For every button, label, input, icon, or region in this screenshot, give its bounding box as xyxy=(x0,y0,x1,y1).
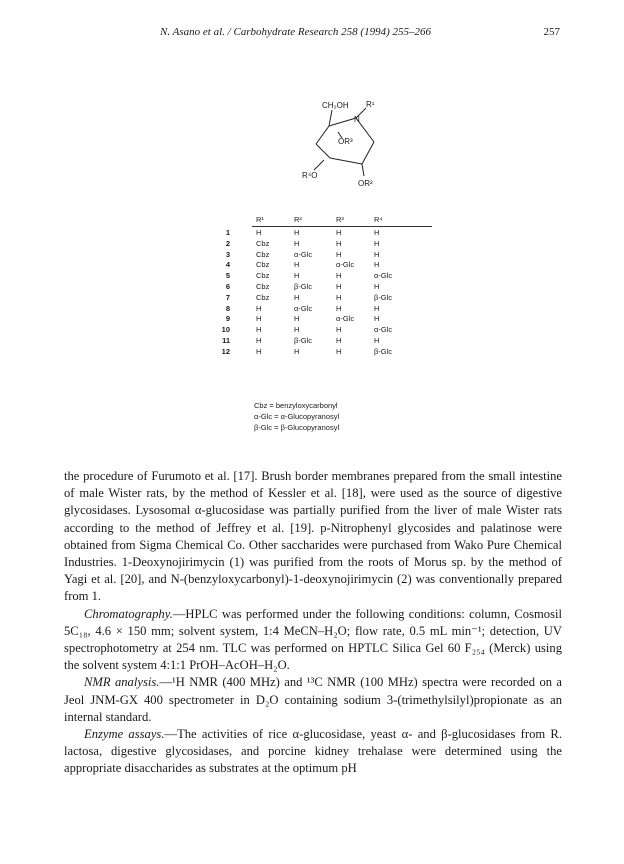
heading-chromatography: Chromatography. xyxy=(84,606,173,621)
paragraph-enzyme-assays xyxy=(64,726,562,778)
substituent-cell: H xyxy=(256,325,262,335)
chemical-structure xyxy=(294,98,414,188)
table-row xyxy=(225,227,432,238)
compound-number: 2 xyxy=(225,238,230,248)
compound-number: 7 xyxy=(225,292,230,302)
substituent-cell: Cbz xyxy=(256,238,270,248)
table-row xyxy=(221,324,432,335)
substituent-cell: H xyxy=(374,238,380,248)
substituent-cell: Cbz xyxy=(256,292,270,302)
label-r4o: R⁴O xyxy=(302,171,318,180)
substituent-cell: β-Glc xyxy=(294,335,313,345)
substituent-cell: β-Glc xyxy=(374,292,393,302)
substituent-cell: H xyxy=(374,281,380,291)
substituent-cell: α-Glc xyxy=(294,303,313,313)
substituent-cell: β-Glc xyxy=(374,346,393,356)
text-chromatography: —HPLC was performed under the following conditions: column, Cosmosil 5C₁₈, 4.6 × 150 mm; solvent system, 1:4 MeCN–H₂O; flow rate, 0.5 mL min⁻¹; detection, UV spectrophotometry at 254 nm. TLC was performed on HPTLC Silica Gel 60 F₂₅₄ (Merck) using the solvent system 4:1:1 PrOH–AcOH–H₂O. xyxy=(64,606,562,673)
label-ch2oh: CH₂OH xyxy=(322,101,349,110)
substituent-cell: H xyxy=(374,249,380,259)
substituent-cell: Cbz xyxy=(256,260,270,270)
label-r1: R¹ xyxy=(366,100,375,109)
table-row xyxy=(225,238,432,249)
substituent-cell: H xyxy=(336,325,342,335)
substituent-cell: H xyxy=(336,281,342,291)
table-row xyxy=(221,346,432,357)
substituent-cell: Cbz xyxy=(256,271,270,281)
substituent-cell: H xyxy=(256,303,262,313)
label-or3: OR³ xyxy=(338,137,353,146)
substituent-cell: H xyxy=(294,325,300,335)
label-n: N xyxy=(354,115,360,124)
substituent-cell: α-Glc xyxy=(374,271,393,281)
compound-number: 5 xyxy=(225,271,230,281)
substituent-cell: H xyxy=(336,238,342,248)
substituent-cell: H xyxy=(294,228,300,237)
substituent-cell: H xyxy=(256,335,262,345)
text-nmr: —¹H NMR (400 MHz) and ¹³C NMR (100 MHz) spectra were recorded on a Jeol JNM-GX 400 spectrometer in D₂O containing sodium 3-(trimethylsilyl)propionate as an internal standard. xyxy=(64,675,563,724)
compound-number: 4 xyxy=(225,260,230,270)
compound-number: 12 xyxy=(221,346,230,356)
substituent-cell: H xyxy=(294,238,300,248)
substituent-cell: H xyxy=(374,260,380,270)
running-title: N. Asano et al. / Carbohydrate Research 258 (1994) 255–266 xyxy=(160,26,432,38)
compound-number: 11 xyxy=(222,335,230,345)
substituent-cell: H xyxy=(336,249,342,259)
substituent-cell: H xyxy=(336,228,342,237)
column-header-r3: R³ xyxy=(336,215,344,224)
substituent-cell: H xyxy=(256,346,262,356)
substituent-cell: H xyxy=(336,335,342,345)
table-header xyxy=(252,212,432,227)
paragraph-chromatography xyxy=(64,606,562,675)
compound-number: 10 xyxy=(221,325,230,335)
paragraph-materials: the procedure of Furumoto et al. [17]. Brush border membranes prepared from the small intestine of male Wister rats, by the method of Kessler et al. [18], were used as the source of digestive glycosidases. Lysosomal α-glucosidase was partially purified from the liver of male Wister rats according to the method of Jeffrey et al. [19]. p-Nitrophenyl glycosides and palatinose were obtained from Sigma Chemical Co. Other saccharides were purchased from Wako Pure Chemical Industries. 1-Deoxynojirimycin (1) was purified from the roots of Morus sp. by the method of Yagi et al. [20], and N-(benzyloxycarbonyl)-1-deoxynojirimycin (2) was conventionally prepared from 1. xyxy=(64,469,562,604)
substituent-cell: α-Glc xyxy=(294,249,313,259)
substituent-cell: H xyxy=(336,303,342,313)
substituent-cell: H xyxy=(294,271,300,281)
substituent-cell: H xyxy=(256,314,262,324)
table-row xyxy=(225,249,432,260)
substituent-cell: H xyxy=(374,335,380,345)
substituent-cell: H xyxy=(374,303,380,313)
table-row xyxy=(225,281,432,292)
column-header-r2: R² xyxy=(294,215,302,224)
substituent-cell: H xyxy=(374,314,380,324)
compound-number: 1 xyxy=(225,228,230,237)
substituent-cell: H xyxy=(336,346,342,356)
substituent-cell: H xyxy=(374,228,380,237)
running-header xyxy=(160,26,560,42)
abbreviation-legend xyxy=(254,400,339,433)
table-row xyxy=(225,259,432,270)
compound-number: 9 xyxy=(225,314,230,324)
table-row xyxy=(222,335,432,346)
compound-number: 8 xyxy=(225,303,230,313)
substituent-cell: α-Glc xyxy=(336,314,355,324)
compound-number: 6 xyxy=(225,281,230,291)
substituent-cell: α-Glc xyxy=(336,260,355,270)
heading-enzyme-assays: Enzyme assays. xyxy=(84,727,165,742)
text-enzyme-assays: —The activities of rice α-glucosidase, yeast α- and β-glucosidases from R. lactosa, digestive glycosidases, and porcine kidney trehalase were determined using the appropriate disaccharides as substrates at the optimum pH xyxy=(64,727,562,776)
table-body xyxy=(221,227,432,357)
heading-nmr: NMR analysis. xyxy=(84,675,160,690)
substituent-cell: β-Glc xyxy=(294,281,313,291)
piperidine-ring-diagram xyxy=(294,98,414,188)
substituent-cell: α-Glc xyxy=(374,325,393,335)
body-text xyxy=(64,468,562,778)
column-header-r1: R¹ xyxy=(256,215,264,224)
substituent-cell: Cbz xyxy=(256,281,270,291)
substituent-cell: H xyxy=(256,228,262,237)
substituent-cell: H xyxy=(336,292,342,302)
page-number: 257 xyxy=(543,26,560,38)
substituent-cell: H xyxy=(294,260,300,270)
label-or2: OR² xyxy=(358,179,373,188)
substituent-cell: H xyxy=(294,314,300,324)
table-row xyxy=(225,292,432,303)
table-row xyxy=(225,270,432,281)
table-row xyxy=(225,313,432,324)
legend-cbz: Cbz = benzyloxycarbonyl xyxy=(254,401,338,410)
compound-number: 3 xyxy=(225,249,230,259)
substituent-table xyxy=(221,212,432,357)
legend-alpha-glc: α-Glc = α-Glucopyranosyl xyxy=(254,412,340,421)
paragraph-nmr xyxy=(64,674,562,726)
substituent-cell: H xyxy=(294,292,300,302)
substituent-cell: H xyxy=(294,346,300,356)
column-header-r4: R⁴ xyxy=(374,215,383,224)
table-row xyxy=(225,303,432,314)
substituent-cell: Cbz xyxy=(256,249,270,259)
legend-beta-glc: β-Glc = β-Glucopyranosyl xyxy=(254,423,340,432)
substituent-cell: H xyxy=(336,271,342,281)
